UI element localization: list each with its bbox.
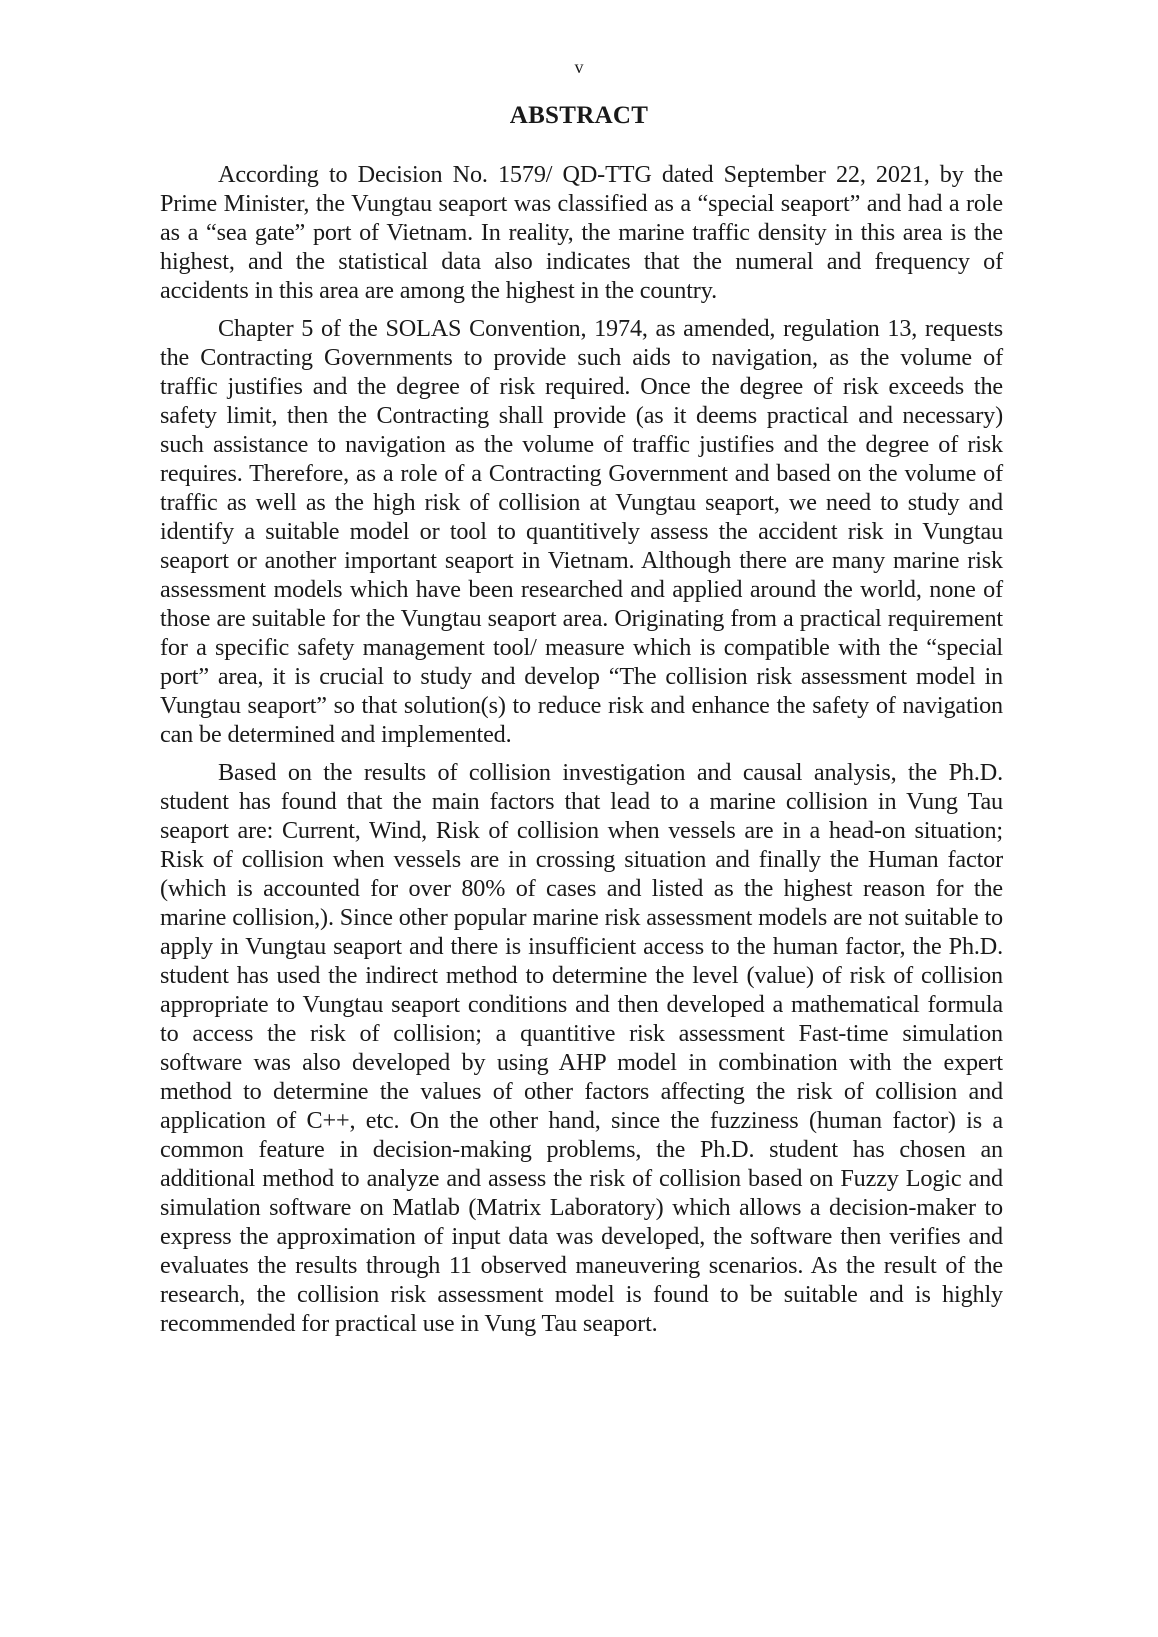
paragraph-research: Based on the results of collision investigation and causal analysis, the Ph.D. student has found that the main factors that lead to a marine collision in Vung Tau seaport are: Current, Wind, Risk of collision when vessels are in a head-on situation; Risk of collision when vessels are in crossing situation and finally the Human factor (which is accounted for over 80% of cases and listed as the highest reason for the marine collision,). Since other popular marine risk assessment models are not suitable to apply in Vungtau seaport and there is insufficient access to the human factor, the Ph.D. student has used the indirect method to determine the level (value) of risk of collision appropriate to Vungtau seaport conditions and then developed a mathematical formula to access the risk of collision; a quantitive risk assessment Fast-time simulation software was also developed by using AHP model in combination with the expert method to determine the values of other factors affecting the risk of collision and application of C++, etc. On the other hand, since the fuzziness (human factor) is a common feature in decision-making problems, the Ph.D. student has chosen an additional method to analyze and assess the risk of collision based on Fuzzy Logic and simulation software on Matlab (Matrix Laboratory) which allows a decision-maker to express the approximation of input data was developed, the software then verifies and evaluates the results through 11 observed maneuvering scenarios. As the result of the research, the collision risk assessment model is found to be suitable and is highly recommended for practical use in Vung Tau seaport. bbox=[160, 759, 1003, 1337]
page-title: ABSTRACT bbox=[509, 102, 649, 129]
paragraph-decision: According to Decision No. 1579/ QD-TTG dated September 22, 2021, by the Prime Minister, the Vungtau seaport was classified as a “special seaport” and had a role as a “sea gate” port of Vietnam. In reality, the marine traffic density in this area is the highest, and the statistical data also indicates that the numeral and frequency of accidents in this area are among the highest in the country. bbox=[160, 161, 1003, 304]
page-number: v bbox=[574, 57, 584, 77]
paragraph-solas: Chapter 5 of the SOLAS Convention, 1974, as amended, regulation 13, requests the Contracting Governments to provide such aids to navigation, as the volume of traffic justifies and the degree of risk required. Once the degree of risk exceeds the safety limit, then the Contracting shall provide (as it deems practical and necessary) such assistance to navigation as the volume of traffic justifies and the degree of risk requires. Therefore, as a role of a Contracting Government and based on the volume of traffic as well as the high risk of collision at Vungtau seaport, we need to study and identify a suitable model or tool to quantitively assess the accident risk in Vungtau seaport or another important seaport in Vietnam. Although there are many marine risk assessment models which have been researched and applied around the world, none of those are suitable for the Vungtau seaport area. Originating from a practical requirement for a specific safety management tool/ measure which is compatible with the “special port” area, it is crucial to study and develop “The collision risk assessment model in Vungtau seaport” so that solution(s) to reduce risk and enhance the safety of navigation can be determined and implemented. bbox=[160, 315, 1003, 748]
abstract-body bbox=[160, 160, 1003, 1347]
